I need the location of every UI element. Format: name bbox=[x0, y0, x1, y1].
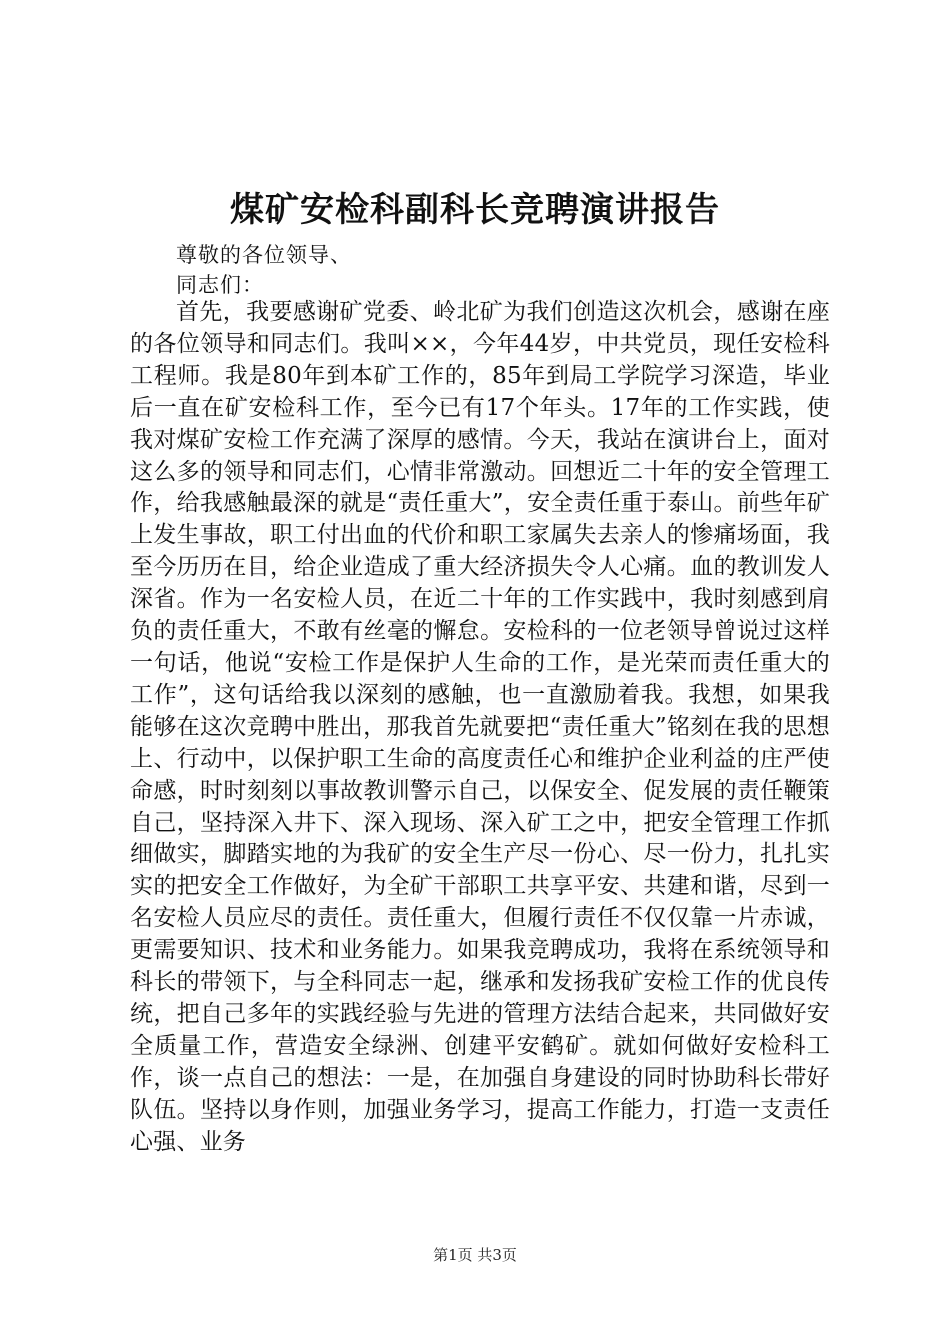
speech-body-paragraph: 首先，我要感谢矿党委、岭北矿为我们创造这次机会，感谢在座的各位领导和同志们。我叫××，今年44岁，中共党员，现任安检科工程师。我是80年到本矿工作的，85年到局工学院学习深造，毕业后一直在矿安检科工作，至今已有17个年头。17年的工作实践，使我对煤矿安检工作充满了深厚的感情。今天，我站在演讲台上，面对这么多的领导和同志们，心情非常激动。回想近二十年的安全管理工作，给我感触最深的就是“责任重大”，安全责任重于泰山。前些年矿上发生事故，职工付出血的代价和职工家属失去亲人的惨痛场面，我至今历历在目，给企业造成了重大经济损失令人心痛。血的教训发人深省。作为一名安检人员，在近二十年的工作实践中，我时刻感到肩负的责任重大，不敢有丝毫的懈怠。安检科的一位老领导曾说过这样一句话，他说“安检工作是保护人生命的工作，是光荣而责任重大的工作”，这句话给我以深刻的感触，也一直激励着我。我想，如果我能够在这次竞聘中胜出，那我首先就要把“责任重大”铭刻在我的思想上、行动中，以保护职工生命的高度责任心和维护企业利益的庄严使命感，时时刻刻以事故教训警示自己，以保安全、促发展的责任鞭策自己，坚持深入井下、深入现场、深入矿工之中，把安全管理工作抓细做实，脚踏实地的为我矿的安全生产尽一份心、尽一份力，扎扎实实的把安全工作做好，为全矿干部职工共享平安、共建和谐，尽到一名安检人员应尽的责任。责任重大，但履行责任不仅仅靠一片赤诚，更需要知识、技术和业务能力。如果我竞聘成功，我将在系统领导和科长的带领下，与全科同志一起，继承和发扬我矿安检工作的优良传统，把自己多年的实践经验与先进的管理方法结合起来，共同做好安全质量工作，营造安全绿洲、创建平安鹤矿。就如何做好安检科工作，谈一点自己的想法：一是，在加强自身建设的同时协助科长带好队伍。坚持以身作则，加强业务学习，提高工作能力，打造一支责任心强、业务 bbox=[130, 299, 830, 1155]
page-footer: 第1页 共3页 bbox=[433, 1246, 517, 1264]
greeting-line-comrades: 同志们： bbox=[176, 273, 264, 297]
document-title: 煤矿安检科副科长竞聘演讲报告 bbox=[230, 190, 720, 230]
greeting-line-leaders: 尊敬的各位领导、 bbox=[176, 243, 352, 267]
